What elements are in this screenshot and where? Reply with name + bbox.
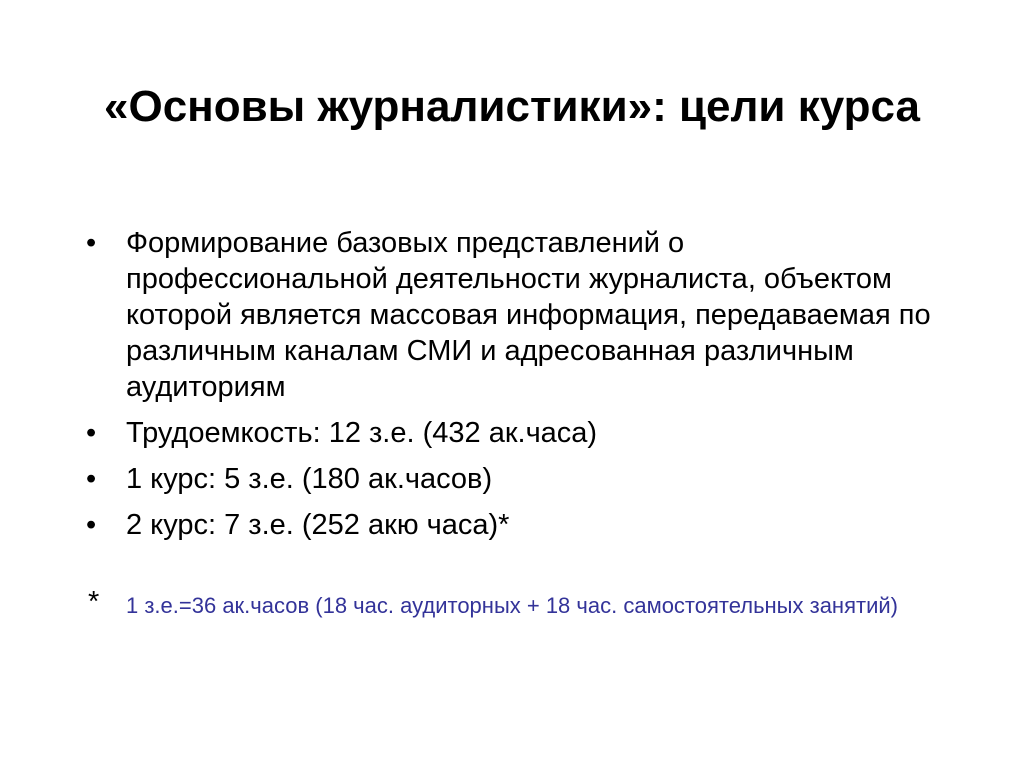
bullet-item-course-goal [82,225,942,405]
bullet-icon: • [86,463,97,495]
bullet-list [82,225,942,553]
bullet-item-workload [82,415,942,451]
bullet-icon: • [86,417,97,449]
bullet-text: 1 курс: 5 з.е. (180 ак.часов) [126,463,493,495]
footnote [88,588,966,623]
bullet-item-year-1 [82,461,942,497]
bullet-text: Трудоемкость: 12 з.е. (432 ак.часа) [126,417,598,449]
slide-title: «Основы журналистики»: цели курса [104,82,920,131]
bullet-item-year-2 [82,507,942,543]
bullet-icon: • [86,227,97,259]
bullet-text: 2 курс: 7 з.е. (252 акю часа)* [126,509,510,541]
bullet-text: Формирование базовых представлений о профессиональной деятельности журналиста, объектом которой является массовая информация, передаваемая по различным каналам СМИ и адресованная различным аудиториям [126,227,931,403]
footnote-marker: * [88,586,100,618]
footnote-text: 1 з.е.=36 ак.часов (18 час. аудиторных + 18 час. самостоятельных занятий) [126,593,898,618]
bullet-icon: • [86,509,97,541]
